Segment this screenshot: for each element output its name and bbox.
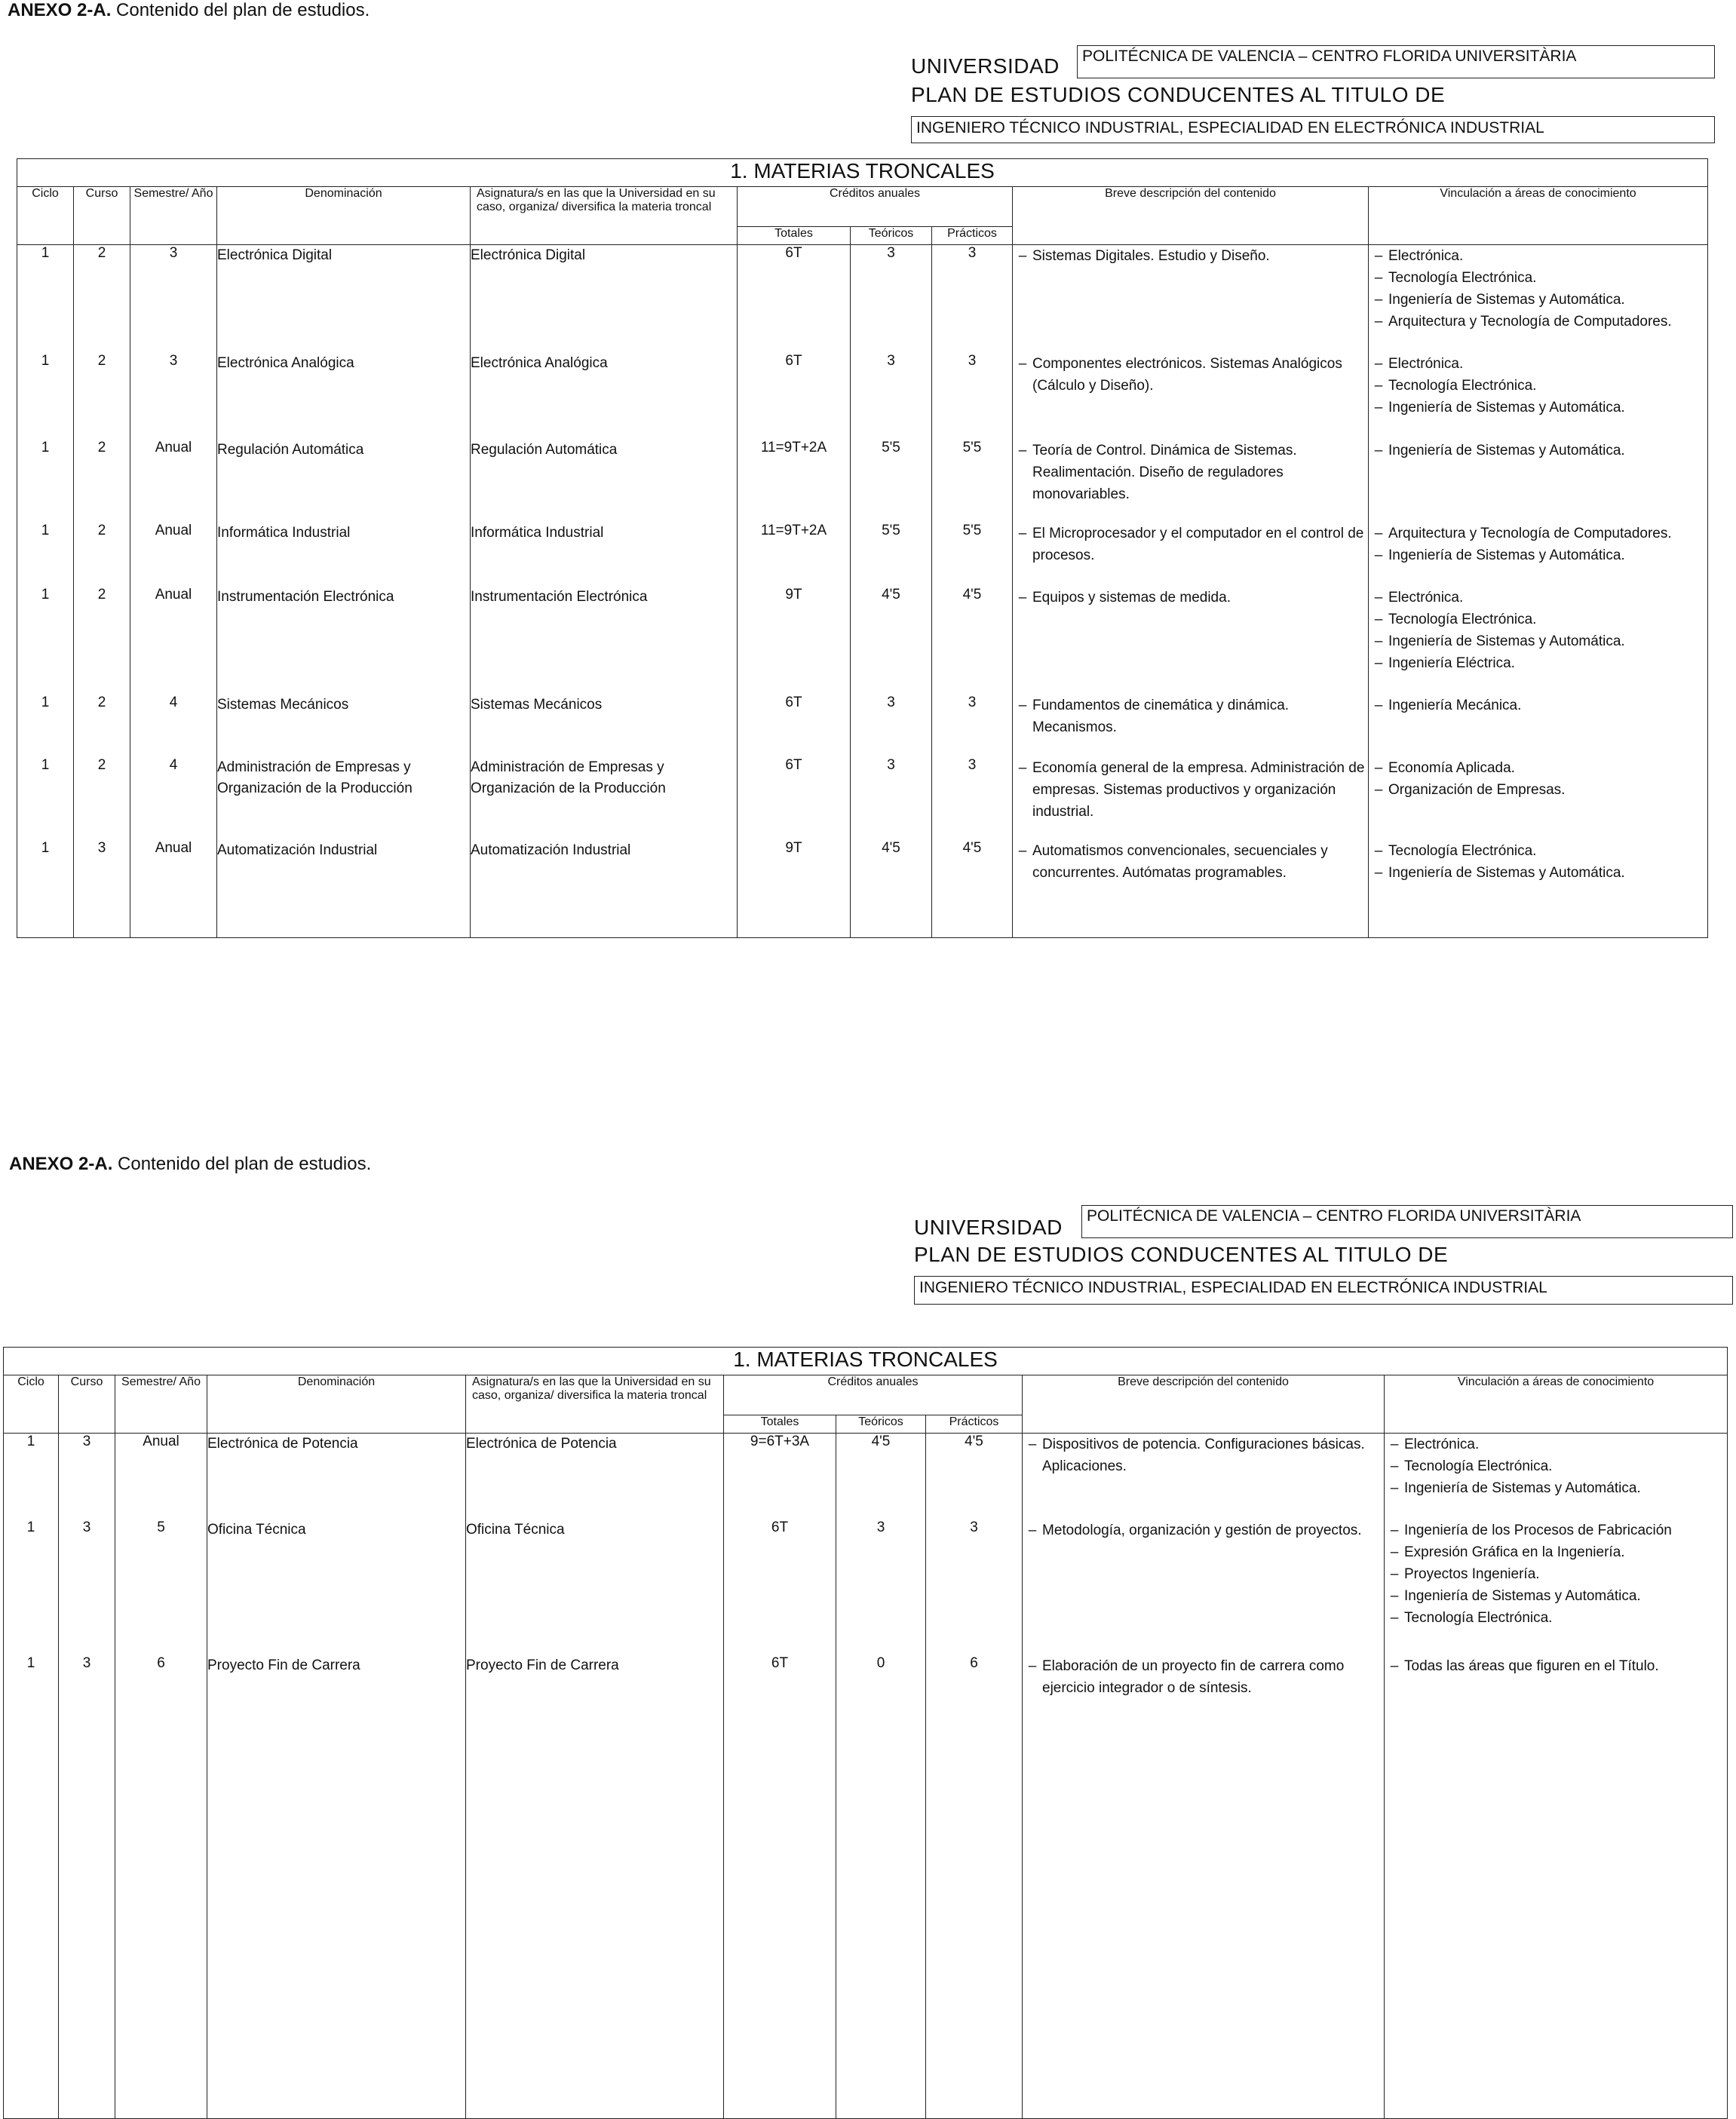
university-name: POLITÉCNICA DE VALENCIA – CENTRO FLORIDA UNIVERSITÀRIA [1077,45,1715,78]
descripcion-item: – Sistemas Digitales. Estudio y Diseño. [1018,248,1270,264]
cell-asignatura: Sistemas Mecánicos [471,695,738,757]
cell-denominacion: Electrónica Analógica [217,353,471,440]
header-descripcion: Breve descripción del contenido [1023,1375,1385,1434]
descripcion-item: – Economía general de la empresa. Administración de empresas. Sistemas productivos y organización industrial. [1018,759,1365,820]
table-row [17,353,1708,440]
descripcion-item: – Componentes electrónicos. Sistemas Analógicos (Cálculo y Diseño). [1018,355,1342,394]
cell-curso: 2 [74,587,130,695]
cell-semestre: Anual [115,1434,207,1520]
cell-semestre: Anual [130,840,217,938]
cell-ciclo: 1 [17,523,74,587]
cell-denominacion: Sistemas Mecánicos [217,695,471,757]
vinculacion-item: – Arquitectura y Tecnología de Computadores. [1374,525,1672,541]
cell-curso: 3 [59,1434,115,1520]
cell-totales: 6T [738,757,851,840]
vinculacion-item: – Ingeniería Eléctrica. [1374,655,1515,671]
vinculacion-item: – Ingeniería de Sistemas y Automática. [1390,1480,1641,1496]
university-label: UNIVERSIDAD [914,1216,1063,1239]
header-creditos: Créditos anuales [738,187,1013,227]
descripcion-item: – Teoría de Control. Dinámica de Sistemas. Realimentación. Diseño de reguladores monovariables. [1018,442,1297,502]
cell-curso: 2 [74,440,130,523]
cell-vinculacion [1385,1519,1728,1654]
vinculacion-item: – Ingeniería de Sistemas y Automática. [1390,1588,1641,1605]
cell-curso: 3 [74,840,130,938]
cell-asignatura: Regulación Automática [471,440,738,523]
cell-asignatura: Automatización Industrial [471,840,738,938]
materias-table [3,1347,1728,2119]
cell-vinculacion [1369,353,1708,440]
cell-practicos: 5'5 [932,440,1013,523]
vinculacion-item: – Tecnología Electrónica. [1390,1610,1553,1627]
cell-descripcion [1013,840,1369,938]
cell-descripcion [1013,587,1369,695]
cell-ciclo: 1 [4,1434,59,1520]
cell-vinculacion [1369,757,1708,840]
header-vinculacion: Vinculación a áreas de conocimiento [1369,187,1708,245]
header-practicos: Prácticos [932,227,1013,245]
cell-totales: 6T [724,1519,836,1654]
cell-curso: 3 [59,1519,115,1654]
cell-teoricos: 5'5 [851,523,932,587]
table-row [17,840,1708,938]
cell-denominacion: Regulación Automática [217,440,471,523]
cell-practicos: 3 [932,695,1013,757]
cell-practicos: 3 [932,353,1013,440]
vinculacion-item: – Todas las áreas que figuren en el Título. [1390,1657,1659,1674]
cell-descripcion [1013,757,1369,840]
materias-table [17,158,1708,938]
vinculacion-item: – Ingeniería de Sistemas y Automática. [1374,547,1625,563]
cell-denominacion: Instrumentación Electrónica [217,587,471,695]
cell-denominacion: Proyecto Fin de Carrera [207,1655,466,2119]
cell-denominacion: Automatización Industrial [217,840,471,938]
cell-teoricos: 3 [851,695,932,757]
cell-asignatura: Proyecto Fin de Carrera [466,1655,724,2119]
cell-descripcion [1023,1519,1385,1654]
table-row [17,695,1708,757]
header-semestre: Semestre/ Año [130,187,217,245]
descripcion-item: – Fundamentos de cinemática y dinámica. Mecanismos. [1018,697,1290,735]
annex-title: ANEXO 2-A. Contenido del plan de estudios. [8,0,370,20]
cell-semestre: 4 [130,757,217,840]
cell-teoricos: 5'5 [851,440,932,523]
descripcion-item: – Dispositivos de potencia. Configuraciones básicas. Aplicaciones. [1028,1437,1365,1474]
cell-teoricos: 4'5 [836,1434,926,1520]
cell-ciclo: 1 [17,587,74,695]
cell-asignatura: Informática Industrial [471,523,738,587]
header-semestre: Semestre/ Año [115,1375,207,1434]
cell-practicos: 4'5 [926,1434,1023,1520]
table-row [17,587,1708,695]
vinculacion-item: – Organización de Empresas. [1374,781,1566,798]
vinculacion-item: – Electrónica. [1374,248,1464,264]
header-denominacion: Denominación [217,187,471,245]
vinculacion-item: – Tecnología Electrónica. [1390,1458,1553,1474]
cell-ciclo: 1 [17,840,74,938]
descripcion-item: – Metodología, organización y gestión de proyectos. [1028,1523,1362,1539]
university-name: POLITÉCNICA DE VALENCIA – CENTRO FLORIDA UNIVERSITÀRIA [1081,1205,1733,1238]
vinculacion-item: – Expresión Gráfica en la Ingeniería. [1390,1544,1625,1561]
header-asignatura: Asignatura/s en las que la Universidad en su caso, organiza/ diversifica la materia troncal [466,1375,724,1434]
cell-curso: 3 [59,1655,115,2119]
page-2 [0,1154,1736,2117]
vinculacion-item: – Tecnología Electrónica. [1374,611,1537,627]
cell-teoricos: 3 [851,245,932,353]
header-descripcion: Breve descripción del contenido [1013,187,1369,245]
cell-ciclo: 1 [17,353,74,440]
cell-totales: 9T [738,840,851,938]
vinculacion-item: – Electrónica. [1374,355,1464,372]
section-title: 1. MATERIAS TRONCALES [17,159,1708,187]
cell-practicos: 6 [926,1655,1023,2119]
table-body [17,245,1708,938]
cell-teoricos: 3 [851,757,932,840]
degree-title: INGENIERO TÉCNICO INDUSTRIAL, ESPECIALIDAD EN ELECTRÓNICA INDUSTRIAL [914,1276,1733,1305]
cell-vinculacion [1385,1434,1728,1520]
table-row [17,757,1708,840]
cell-semestre: Anual [130,440,217,523]
cell-vinculacion [1369,695,1708,757]
cell-practicos: 3 [926,1519,1023,1654]
header-curso: Curso [59,1375,115,1434]
cell-vinculacion [1369,440,1708,523]
cell-semestre: 3 [130,245,217,353]
cell-vinculacion [1385,1655,1728,2119]
cell-descripcion [1013,523,1369,587]
vinculacion-item: – Arquitectura y Tecnología de Computadores. [1374,314,1672,330]
header-curso: Curso [74,187,130,245]
cell-practicos: 5'5 [932,523,1013,587]
vinculacion-item: – Economía Aplicada. [1374,759,1515,776]
cell-asignatura: Electrónica de Potencia [466,1434,724,1520]
vinculacion-item: – Ingeniería de los Procesos de Fabricación [1390,1523,1672,1539]
header-ciclo: Ciclo [17,187,74,245]
cell-totales: 11=9T+2A [738,523,851,587]
cell-ciclo: 1 [17,757,74,840]
cell-teoricos: 4'5 [851,840,932,938]
cell-descripcion [1023,1434,1385,1520]
cell-asignatura: Instrumentación Electrónica [471,587,738,695]
cell-teoricos: 4'5 [851,587,932,695]
cell-descripcion [1013,353,1369,440]
cell-denominacion: Informática Industrial [217,523,471,587]
cell-denominacion: Electrónica Digital [217,245,471,353]
header-denominacion: Denominación [207,1375,466,1434]
cell-curso: 2 [74,245,130,353]
cell-descripcion [1013,245,1369,353]
descripcion-item: – El Microprocesador y el computador en el control de procesos. [1018,525,1364,563]
header-asignatura: Asignatura/s en las que la Universidad en su caso, organiza/ diversifica la materia troncal [471,187,738,245]
header-teoricos: Teóricos [851,227,932,245]
vinculacion-item: – Electrónica. [1374,589,1464,606]
cell-ciclo: 1 [17,695,74,757]
table-row [17,245,1708,353]
cell-practicos: 3 [932,245,1013,353]
cell-curso: 2 [74,523,130,587]
cell-ciclo: 1 [4,1519,59,1654]
plan-label: PLAN DE ESTUDIOS CONDUCENTES AL TITULO DE [911,83,1446,106]
vinculacion-item: – Ingeniería de Sistemas y Automática. [1374,633,1625,649]
cell-denominacion: Electrónica de Potencia [207,1434,466,1520]
header-totales: Totales [724,1415,836,1434]
cell-totales: 9T [738,587,851,695]
vinculacion-item: – Ingeniería de Sistemas y Automática. [1374,399,1625,416]
descripcion-item: – Elaboración de un proyecto fin de carrera como ejercicio integrador o de síntesis. [1028,1657,1345,1696]
cell-asignatura: Electrónica Analógica [471,353,738,440]
header-creditos: Créditos anuales [724,1375,1023,1415]
cell-ciclo: 1 [17,440,74,523]
header-practicos: Prácticos [926,1415,1023,1434]
table-row [4,1434,1728,1520]
vinculacion-item: – Tecnología Electrónica. [1374,270,1537,286]
cell-semestre: 4 [130,695,217,757]
cell-semestre: Anual [130,523,217,587]
cell-asignatura: Administración de Empresas y Organización de la Producción [471,757,738,840]
table-row [4,1519,1728,1654]
section-title: 1. MATERIAS TRONCALES [4,1348,1728,1375]
cell-totales: 11=9T+2A [738,440,851,523]
cell-teoricos: 3 [836,1519,926,1654]
cell-semestre: 6 [115,1655,207,2119]
cell-totales: 6T [738,695,851,757]
university-label: UNIVERSIDAD [911,54,1060,78]
vinculacion-item: – Tecnología Electrónica. [1374,377,1537,394]
cell-curso: 2 [74,757,130,840]
cell-vinculacion [1369,840,1708,938]
plan-label: PLAN DE ESTUDIOS CONDUCENTES AL TITULO DE [914,1243,1449,1266]
cell-totales: 6T [738,245,851,353]
cell-descripcion [1013,440,1369,523]
cell-curso: 2 [74,695,130,757]
degree-title: INGENIERO TÉCNICO INDUSTRIAL, ESPECIALIDAD EN ELECTRÓNICA INDUSTRIAL [911,116,1715,143]
cell-practicos: 3 [932,757,1013,840]
vinculacion-item: – Electrónica. [1390,1437,1480,1452]
cell-asignatura: Electrónica Digital [471,245,738,353]
cell-descripcion [1023,1655,1385,2119]
cell-vinculacion [1369,587,1708,695]
vinculacion-item: – Ingeniería de Sistemas y Automática. [1374,292,1625,308]
cell-denominacion: Oficina Técnica [207,1519,466,1654]
cell-descripcion [1013,695,1369,757]
vinculacion-item: – Ingeniería de Sistemas y Automática. [1374,864,1625,881]
cell-asignatura: Oficina Técnica [466,1519,724,1654]
descripcion-item: – Equipos y sistemas de medida. [1018,589,1231,606]
cell-ciclo: 1 [17,245,74,353]
cell-vinculacion [1369,245,1708,353]
cell-totales: 9=6T+3A [724,1434,836,1520]
table-row [17,523,1708,587]
vinculacion-item: – Ingeniería Mecánica. [1374,697,1522,713]
header-vinculacion: Vinculación a áreas de conocimiento [1385,1375,1728,1434]
cell-semestre: 5 [115,1519,207,1654]
cell-denominacion: Administración de Empresas y Organización de la Producción [217,757,471,840]
cell-teoricos: 3 [851,353,932,440]
vinculacion-item: – Proyectos Ingeniería. [1390,1566,1540,1583]
descripcion-item: – Automatismos convencionales, secuenciales y concurrentes. Autómatas programables. [1018,842,1328,881]
cell-teoricos: 0 [836,1655,926,2119]
cell-ciclo: 1 [4,1655,59,2119]
cell-totales: 6T [738,353,851,440]
cell-totales: 6T [724,1655,836,2119]
cell-practicos: 4'5 [932,587,1013,695]
header-teoricos: Teóricos [836,1415,926,1434]
table-body [4,1434,1728,2119]
table-row [17,440,1708,523]
cell-practicos: 4'5 [932,840,1013,938]
cell-semestre: 3 [130,353,217,440]
annex-title: ANEXO 2-A. Contenido del plan de estudios. [9,1154,372,1174]
header-ciclo: Ciclo [4,1375,59,1434]
vinculacion-item: – Tecnología Electrónica. [1374,842,1537,859]
vinculacion-item: – Ingeniería de Sistemas y Automática. [1374,442,1625,458]
header-totales: Totales [738,227,851,245]
cell-vinculacion [1369,523,1708,587]
cell-semestre: Anual [130,587,217,695]
page-1 [0,0,1736,935]
table-row [4,1655,1728,2119]
cell-curso: 2 [74,353,130,440]
